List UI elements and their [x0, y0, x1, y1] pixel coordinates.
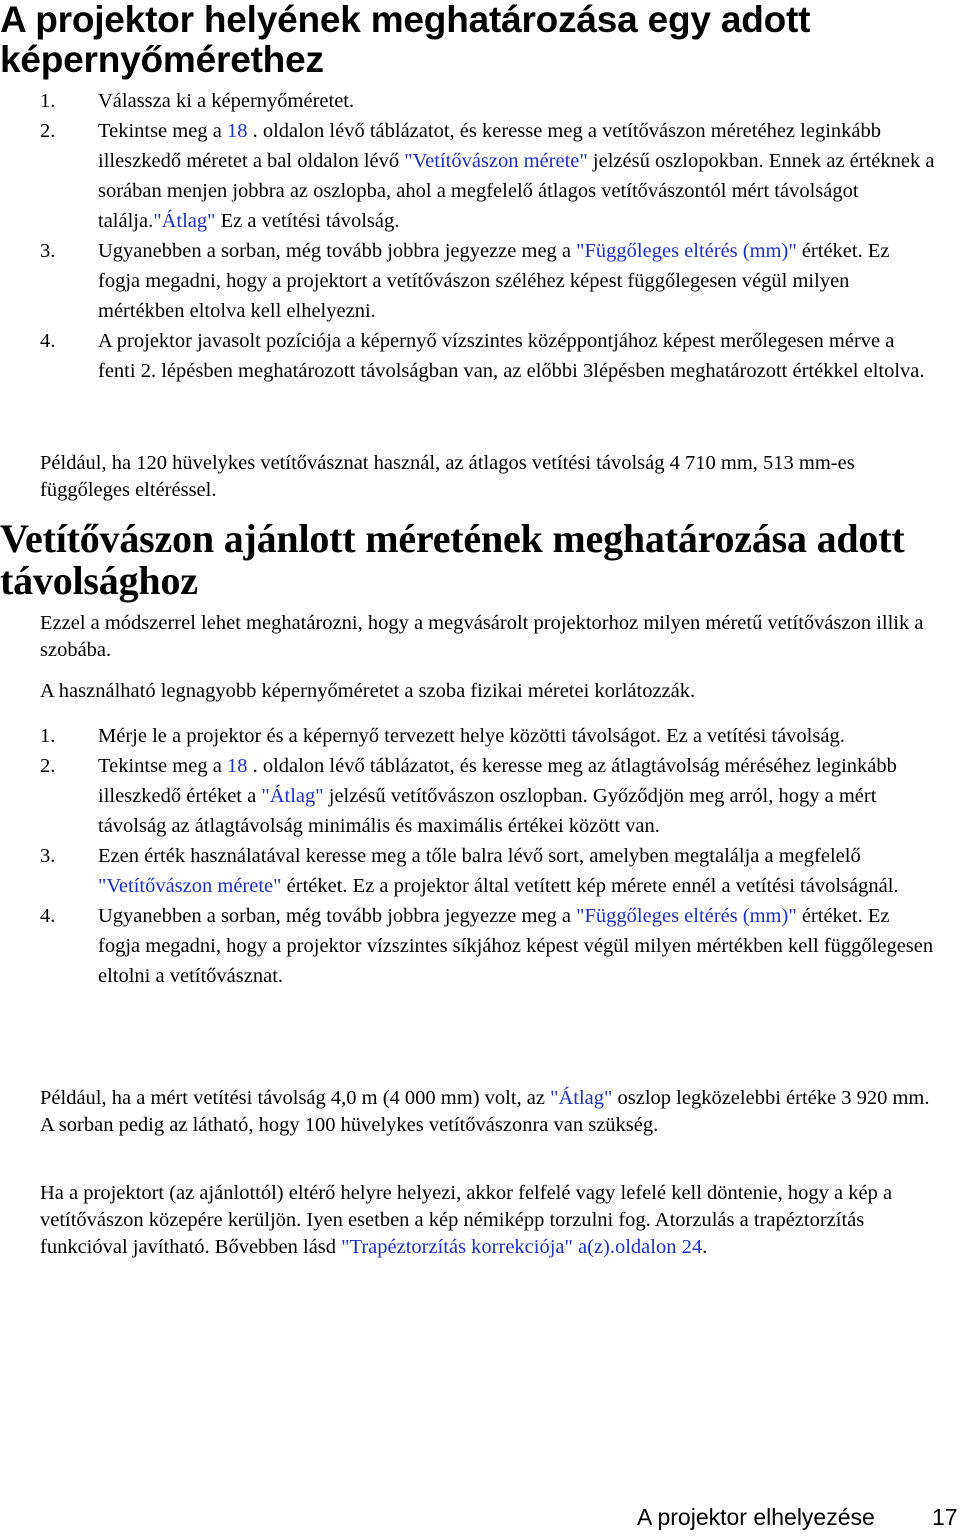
footer-title: A projektor elhelyezése [637, 1504, 875, 1530]
example-text: Például, ha a mért vetítési távolság 4,0 m (4 000 mm) volt, az [40, 1087, 551, 1109]
section-1-heading-line-1: A projektor helyének meghatározása egy adott [0, 0, 811, 40]
page-18-link[interactable]: 18 [226, 120, 248, 142]
step-text: . oldalon lévő táblázatot, és keresse meg az átlagtávolság méréséhez leginkább illeszkedő értéket a [98, 755, 897, 807]
step-text: értéket. Ez fogja megadni, hogy a projektor vízszintes síkjához képest végül milyen mértékben kell függőlegesen eltolni a vetítővásznat. [98, 905, 934, 987]
step-number: 4. [40, 330, 56, 352]
section-2-heading [0, 518, 960, 602]
section-2-step-3 [0, 841, 935, 901]
note-text: . [702, 1236, 708, 1258]
screen-size-column-link[interactable]: "Vetítővászon mérete" [98, 875, 282, 897]
section-1-step-2 [0, 116, 935, 236]
page-footer [0, 1504, 960, 1536]
section-1-step-3 [0, 236, 935, 326]
example-text: oszlop legközelebbi értéke 3 920 mm. A sorban pedig az látható, hogy 100 hüvelykes vetítővászonra van szükség. [40, 1087, 930, 1136]
section-2-intro: Ezzel a módszerrel lehet meghatározni, hogy a megvásárolt projektorhoz milyen méretű vetítővászon illik a szobába. [40, 612, 924, 661]
average-column-link[interactable]: "Átlag" [261, 785, 324, 807]
section-2-step-2 [0, 751, 935, 841]
section-2-steps [0, 721, 935, 991]
average-column-link[interactable]: "Átlag" [550, 1087, 613, 1109]
section-2-limit: A használható legnagyobb képernyőméretet a szoba fizikai méretei korlátozzák. [40, 680, 696, 702]
step-text: Ez a vetítési távolság. [215, 210, 400, 232]
step-number: 3. [40, 845, 56, 867]
section-1-step-4 [0, 326, 935, 386]
step-text: Válassza ki a képernyőméretet. [98, 90, 355, 112]
vertical-offset-column-link[interactable]: "Függőleges eltérés (mm)" [576, 240, 797, 262]
step-text: Ezen érték használatával keresse meg a tőle balra lévő sort, amelyben megtalálja a megfelelő [98, 845, 861, 867]
section-2-step-4 [0, 901, 935, 991]
step-text: Ugyanebben a sorban, még tovább jobbra jegyezze meg a [98, 905, 577, 927]
section-2-step-1 [0, 721, 935, 751]
step-text: Tekintse meg a [98, 755, 227, 777]
note-text: Ha a projektort (az ajánlottól) eltérő helyre helyezi, akkor felfelé vagy lefelé kell döntenie, hogy a kép a vetítővászon közepére kerüljön. Iyen esetben a kép némiképp torzulni fog. Atorzulás a trapéztorzítás funkcióval javítható. Bővebben lásd [40, 1182, 893, 1258]
page-18-link[interactable]: 18 [226, 755, 248, 777]
step-number: 1. [40, 725, 56, 747]
section-1-step-1 [0, 86, 935, 116]
section-1-example: Például, ha 120 hüvelykes vetítővásznat használ, az átlagos vetítési távolság 4 710 mm, 513 mm-es függőleges eltéréssel. [40, 452, 855, 501]
step-text: A projektor javasolt pozíciója a képernyő vízszintes középpontjához képest merőlegesen mérve a fenti 2. lépésben meghatározott távolságban van, az előbbi 3lépésben meghatározott értékkel eltolva. [98, 330, 925, 382]
step-text: Tekintse meg a [98, 120, 227, 142]
keystone-correction-link[interactable]: "Trapéztorzítás korrekciója" a(z).oldalon 24 [341, 1236, 703, 1258]
section-2-heading-line-1: Vetítővászon ajánlott méretének meghatározása adott [0, 516, 905, 561]
step-number: 4. [40, 905, 56, 927]
step-text: jelzésű vetítővászon oszlopban. Győződjön meg arról, hogy a mért távolság az átlagtávolság minimális és maximális értékei között van. [98, 785, 877, 837]
section-1-steps [0, 86, 935, 386]
step-number: 2. [40, 120, 56, 142]
step-text: értéket. Ez fogja megadni, hogy a projektort a vetítővászon széléhez képest függőlegesen végül milyen mértékben eltolva kell elhelyezni. [98, 240, 890, 322]
screen-size-column-link[interactable]: "Vetítővászon mérete" [404, 150, 588, 172]
page-number: 17 [932, 1504, 958, 1530]
section-1-heading-line-2: képernyőmérethez [0, 39, 324, 80]
section-2-heading-line-2: távolsághoz [0, 558, 198, 603]
step-text: Ugyanebben a sorban, még tovább jobbra jegyezze meg a [98, 240, 577, 262]
step-number: 1. [40, 90, 56, 112]
section-2-note [40, 1180, 935, 1261]
step-number: 3. [40, 240, 56, 262]
section-1-heading [0, 0, 960, 80]
step-text: Mérje le a projektor és a képernyő tervezett helye közötti távolságot. Ez a vetítési távolság. [98, 725, 845, 747]
step-text: . oldalon lévő táblázatot, és keresse meg a vetítővászon méretéhez leginkább illeszkedő méretet a bal oldalon lévő [98, 120, 881, 172]
section-2-example [40, 1085, 935, 1139]
vertical-offset-column-link[interactable]: "Függőleges eltérés (mm)" [576, 905, 797, 927]
step-number: 2. [40, 755, 56, 777]
step-text: jelzésű oszlopokban. Ennek az értéknek a sorában menjen jobbra az oszlopba, ahol a megfelelő átlagos vetítővászontól mért távolságot találja. [98, 150, 935, 232]
step-text: értéket. Ez a projektor által vetített kép mérete ennél a vetítési távolságnál. [281, 875, 899, 897]
average-column-link[interactable]: "Átlag" [153, 210, 216, 232]
